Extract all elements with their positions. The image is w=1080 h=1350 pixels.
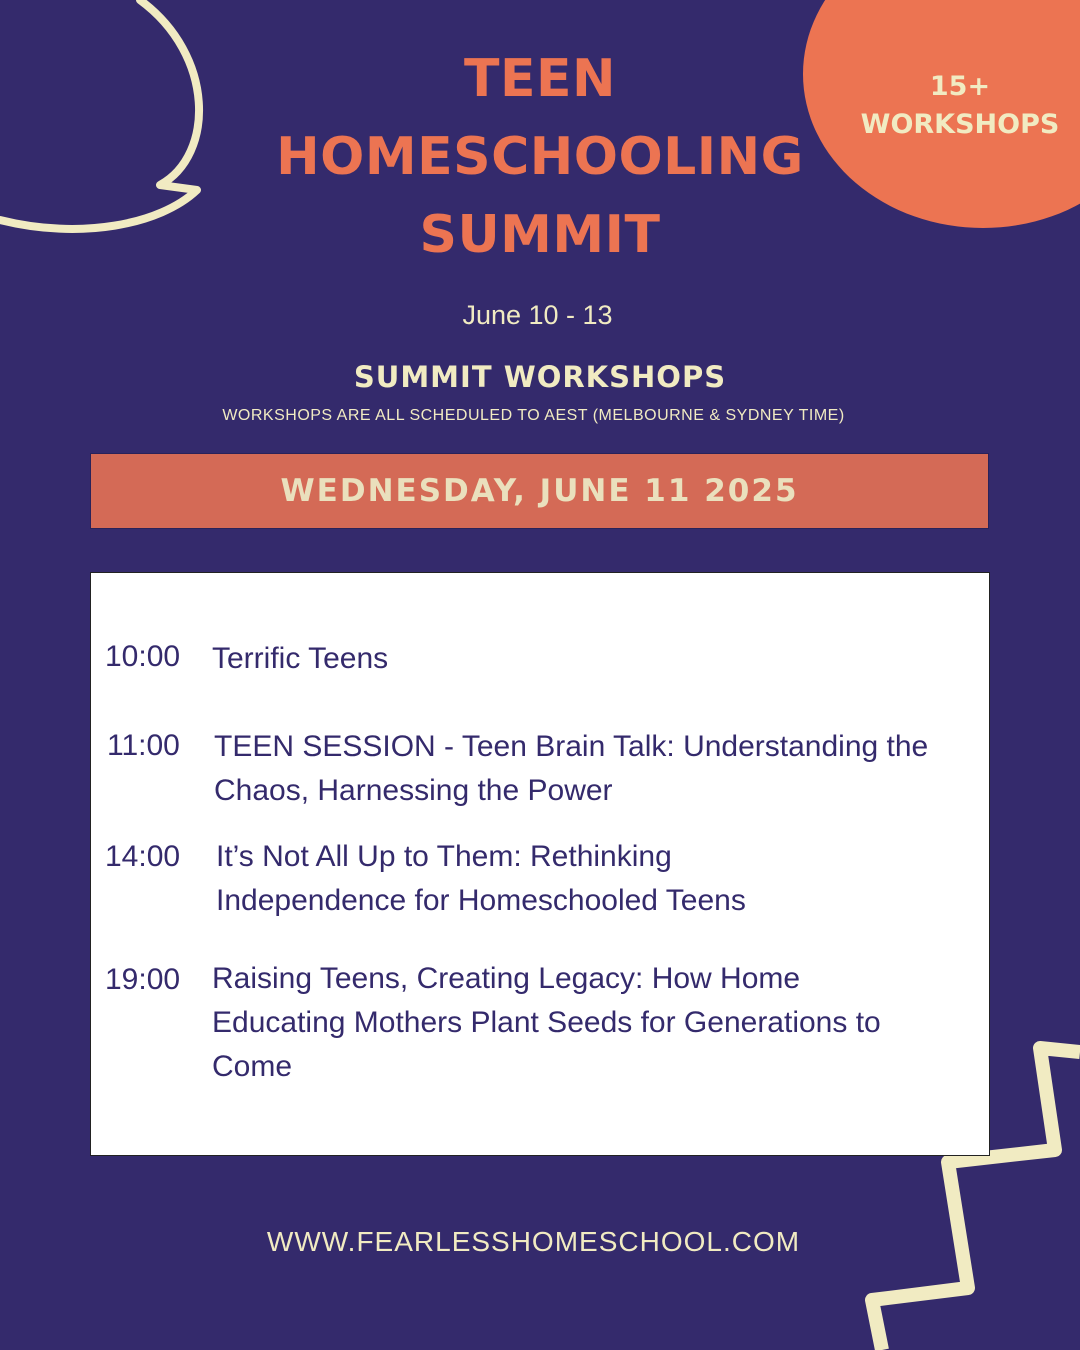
schedule-card bbox=[90, 572, 990, 1156]
session-time: 10:00 bbox=[105, 640, 181, 673]
timezone-note: WORKSHOPS ARE ALL SCHEDULED TO AEST (MELBOURNE & SYDNEY TIME) bbox=[222, 407, 845, 424]
session-time: 14:00 bbox=[105, 840, 181, 873]
workshops-badge-text bbox=[850, 68, 1070, 144]
title-line-3: SUMMIT bbox=[419, 205, 661, 265]
session-time: 11:00 bbox=[107, 729, 180, 762]
summit-dates: June 10 - 13 bbox=[462, 300, 613, 330]
badge-label: WORKSHOPS bbox=[860, 109, 1060, 140]
website-url: WWW.FEARLESSHOMESCHOOL.COM bbox=[266, 1226, 801, 1257]
decorative-zigzag-icon bbox=[0, 0, 1, 1]
session-time: 19:00 bbox=[105, 963, 181, 996]
session-title: Terrific Teens bbox=[212, 642, 389, 675]
badge-count: 15+ bbox=[929, 71, 991, 102]
day-banner bbox=[90, 453, 989, 529]
session-title: TEEN SESSION - Teen Brain Talk: Understanding the Chaos, Harnessing the Power bbox=[214, 730, 929, 807]
title-line-2: HOMESCHOOLING bbox=[276, 127, 804, 187]
title-line-1: TEEN bbox=[463, 49, 617, 109]
session-title: It’s Not All Up to Them: Rethinking Independence for Homeschooled Teens bbox=[216, 840, 746, 917]
section-title: SUMMIT WORKSHOPS bbox=[353, 360, 727, 394]
page-title bbox=[240, 40, 840, 274]
session-title: Raising Teens, Creating Legacy: How Home Educating Mothers Plant Seeds for Generations to Come bbox=[212, 962, 881, 1083]
day-label: WEDNESDAY, JUNE 11 2025 bbox=[280, 473, 799, 509]
